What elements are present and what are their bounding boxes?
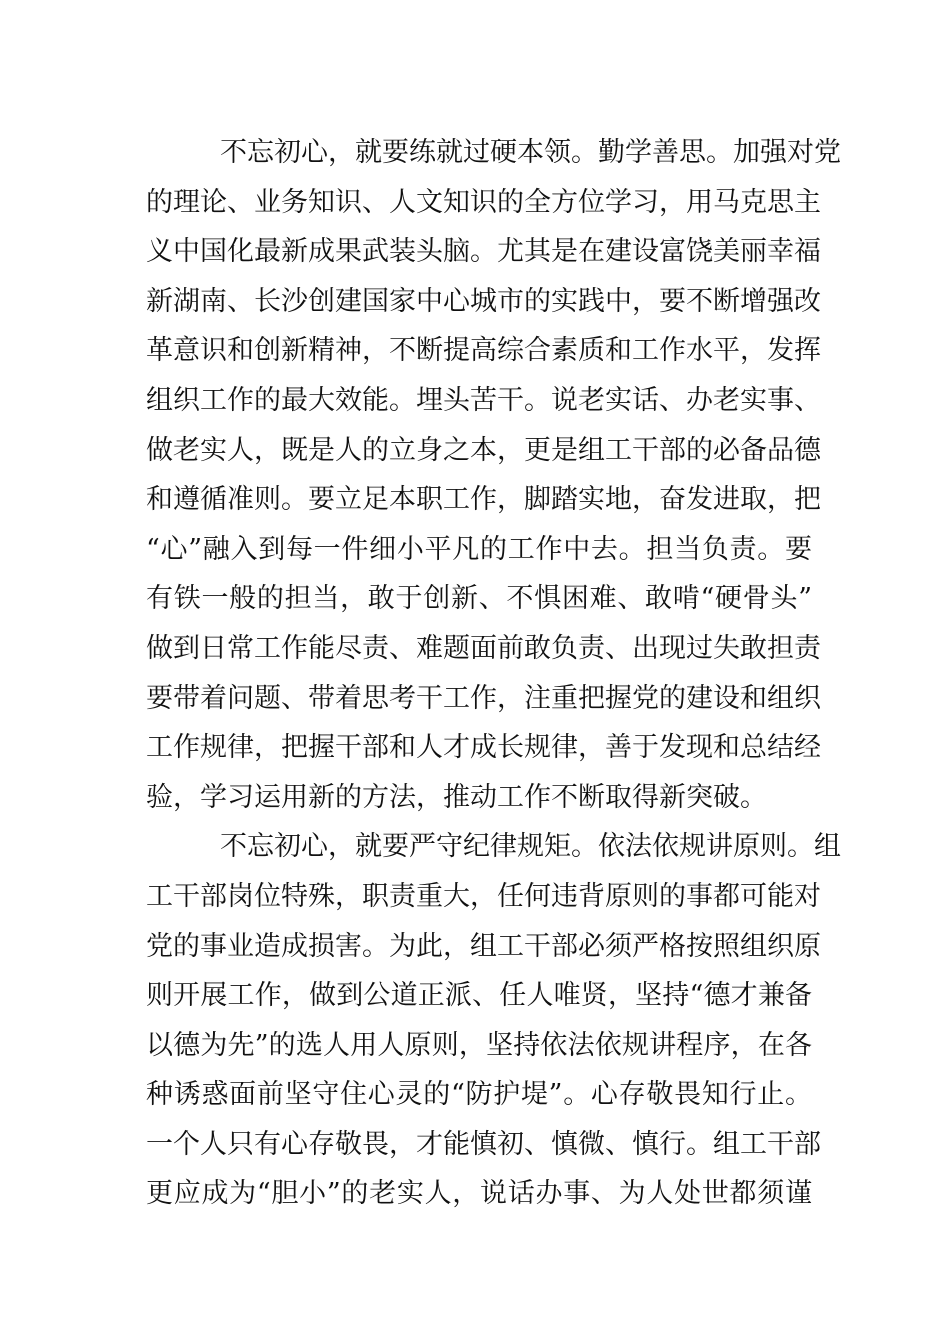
paragraph-2-line-7: 一个人只有心存敬畏，才能慎初、慎微、慎行。组工干部 (146, 1128, 821, 1160)
paragraph-2-line-4: 则开展工作，做到公道正派、任人唯贤，坚持“德才兼备 (146, 980, 812, 1012)
body-text (146, 128, 841, 1219)
paragraph-2-line-8: 更应成为“胆小”的老实人，说话办事、为人处世都须谨 (146, 1178, 812, 1210)
paragraph-2-line-5: 以德为先”的选人用人原则，坚持依法依规讲程序，在各 (146, 1029, 812, 1061)
paragraph-1-line-11: 做到日常工作能尽责、难题面前敢负责、出现过失敢担责 (146, 632, 821, 664)
paragraph-1-line-12: 要带着问题、带着思考干工作，注重把握党的建设和组织 (146, 682, 821, 714)
paragraph-1-line-5: 革意识和创新精神，不断提高综合素质和工作水平，发挥 (146, 335, 821, 367)
paragraph-1-line-4: 新湖南、长沙创建国家中心城市的实践中，要不断增强改 (146, 285, 821, 317)
paragraph-1-line-14: 验，学习运用新的方法，推动工作不断取得新突破。 (146, 781, 767, 813)
paragraph-2-line-6: 种诱惑面前坚守住心灵的“防护堤”。心存敬畏知行止。 (146, 1079, 812, 1111)
paragraph-1-line-1: 不忘初心，就要练就过硬本领。勤学善思。加强对党 (220, 137, 841, 168)
paragraph-1-line-8: 和遵循准则。要立足本职工作，脚踏实地，奋发进取，把 (146, 484, 821, 516)
paragraph-2-line-3: 党的事业造成损害。为此，组工干部必须严格按照组织原 (146, 930, 821, 962)
paragraph-2-line-2: 工干部岗位特殊，职责重大，任何违背原则的事都可能对 (146, 880, 821, 912)
paragraph-1-line-2: 的理论、业务知识、人文知识的全方位学习，用马克思主 (146, 186, 821, 218)
paragraph-2-line-1: 不忘初心，就要严守纪律规矩。依法依规讲原则。组 (220, 831, 841, 863)
paragraph-1-line-13: 工作规律，把握干部和人才成长规律，善于发现和总结经 (146, 732, 821, 764)
paragraph-1-line-9: “心”融入到每一件细小平凡的工作中去。担当负责。要 (146, 533, 812, 565)
paragraph-1-line-3: 义中国化最新成果武装头脑。尤其是在建设富饶美丽幸福 (146, 236, 821, 268)
paragraph-1-line-6: 组织工作的最大效能。埋头苦干。说老实话、办老实事、 (146, 384, 821, 416)
paragraph-1-line-10: 有铁一般的担当，敢于创新、不惧困难、敢啃“硬骨头” (146, 583, 812, 615)
paragraph-1-line-7: 做老实人，既是人的立身之本，更是组工干部的必备品德 (146, 434, 821, 466)
